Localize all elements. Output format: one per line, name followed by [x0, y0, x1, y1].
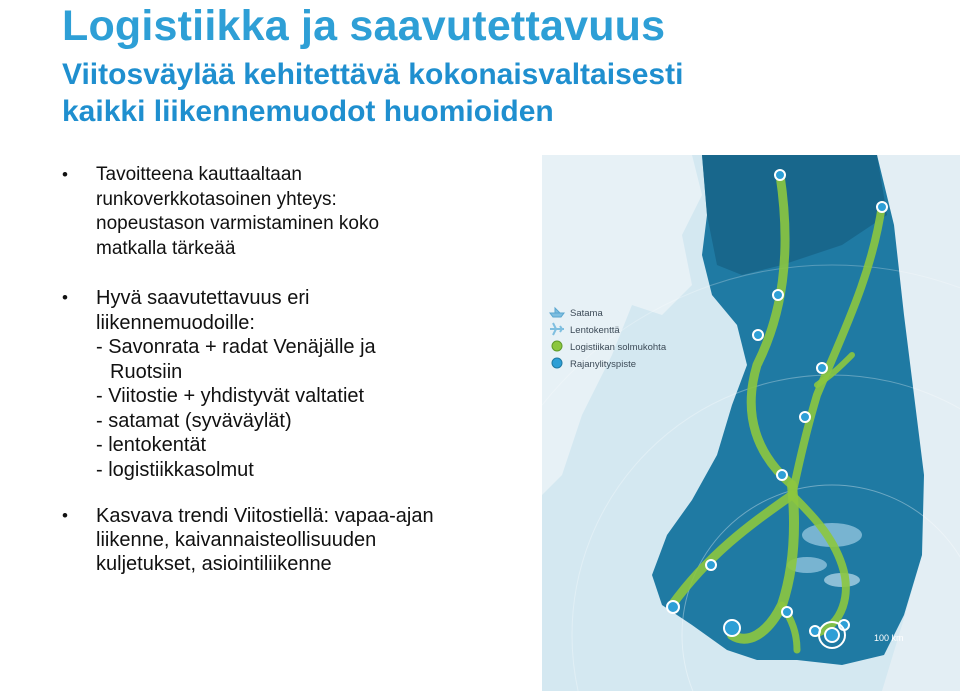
node — [800, 412, 810, 422]
node — [817, 363, 827, 373]
node — [667, 601, 679, 613]
logistics-hub-icon — [552, 341, 562, 351]
bullet-item — [60, 163, 550, 261]
legend-label: Logistiikan solmukohta — [570, 342, 667, 353]
bullet-item — [60, 504, 550, 576]
bullet-line: liikennemuodoille: — [96, 311, 255, 334]
node — [782, 607, 792, 617]
bullet-line: Kasvava trendi Viitostiellä: vapaa-ajan — [96, 505, 434, 527]
node — [773, 290, 783, 300]
sub-item: Ruotsiin — [110, 360, 183, 383]
node — [877, 202, 887, 212]
map-svg — [542, 155, 960, 691]
subtitle-line: kaikki liikennemuodot huomioiden — [62, 95, 554, 128]
page-title: Logistiikka ja saavutettavuus — [62, 2, 666, 50]
page-subtitle — [62, 56, 683, 130]
node — [724, 620, 740, 636]
sub-item: - lentokentät — [96, 434, 207, 456]
node — [825, 628, 839, 642]
sub-item: - Viitostie + yhdistyvät valtatiet — [96, 385, 365, 407]
bullet-line: runkoverkkotasoinen yhteys: — [96, 188, 337, 210]
finland-transport-map — [542, 155, 960, 691]
bullet-line: liikenne, kaivannaisteollisuuden — [96, 529, 377, 551]
scale-label: 100 km — [874, 633, 904, 643]
legend-label: Lentokenttä — [570, 325, 620, 336]
sub-item: - logistiikkasolmut — [96, 458, 254, 481]
bullet-line: kuljetukset, asiointiliikenne — [96, 553, 332, 575]
node — [706, 560, 716, 570]
legend-label: Rajanylityspiste — [570, 359, 636, 370]
bullet-item — [60, 286, 550, 482]
node — [775, 170, 785, 180]
bullet-line: Hyvä saavutettavuus eri — [96, 287, 310, 309]
subtitle-line: Viitosväylää kehitettävä kokonaisvaltaisesti — [62, 58, 684, 91]
bullet-line: nopeustason varmistaminen koko — [96, 213, 380, 234]
sub-item: - Savonrata + radat Venäjälle ja — [96, 336, 376, 358]
legend-item — [552, 341, 667, 353]
legend-label: Satama — [570, 308, 603, 319]
bullet-list — [60, 163, 550, 576]
border-crossing-icon — [552, 358, 562, 368]
bullet-line: matkalla tärkeää — [96, 237, 236, 259]
node — [777, 470, 787, 480]
sub-item: - satamat (syväväylät) — [96, 409, 292, 432]
bullet-line: Tavoitteena kauttaaltaan — [96, 164, 302, 185]
node — [753, 330, 763, 340]
